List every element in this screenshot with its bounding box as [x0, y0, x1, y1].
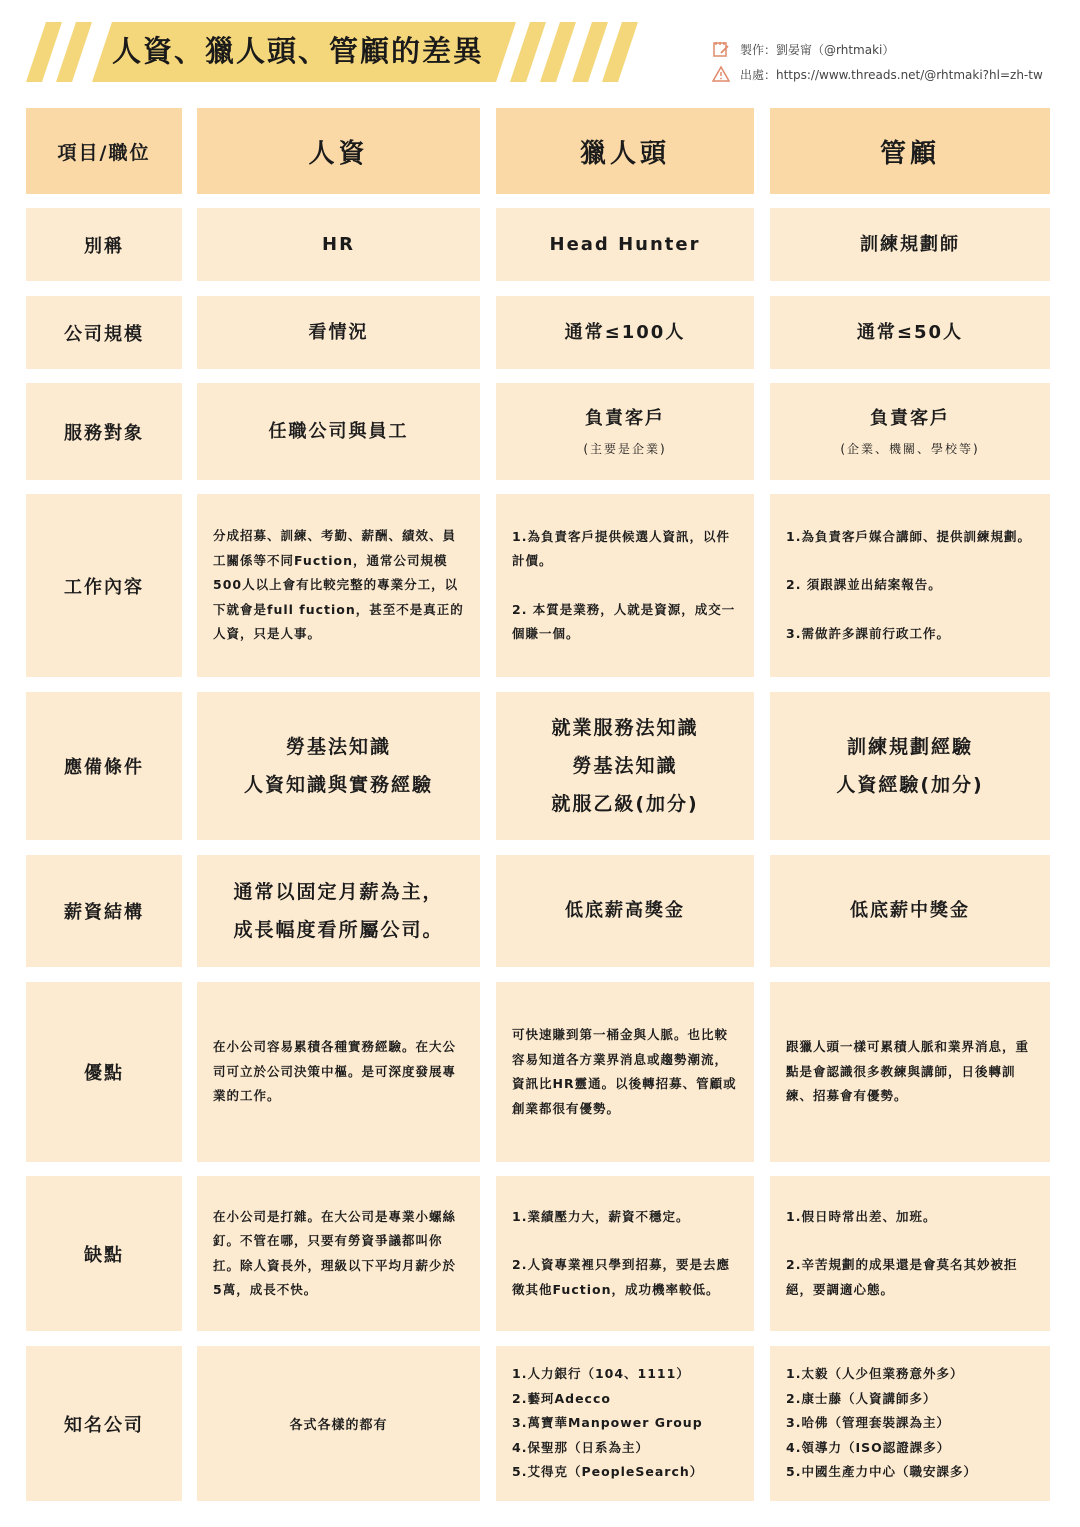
notepad-pencil-icon [712, 40, 730, 58]
row-label-cons: 缺點 [26, 1176, 182, 1331]
cell-size-consult: 通常≤50人 [770, 296, 1050, 369]
cell-pros-hunter [496, 982, 754, 1162]
header-headhunter: 獵人頭 [496, 108, 754, 194]
cell-cons-consult [770, 1176, 1050, 1331]
cell-size-hr: 看情況 [197, 296, 480, 369]
row-label-size: 公司規模 [26, 296, 182, 369]
cell-target-hunter [496, 383, 754, 480]
header-hr: 人資 [197, 108, 480, 194]
cell-req-consult [770, 692, 1050, 840]
target-consult-sub: (企業、機關、學校等) [840, 441, 980, 456]
req-consult-2: 人資經驗(加分) [836, 774, 984, 796]
cell-size-hunter: 通常≤100人 [496, 296, 754, 369]
cell-pros-hr [197, 982, 480, 1162]
row-label-salary: 薪資結構 [26, 855, 182, 967]
header-item: 項目/職位 [26, 108, 182, 194]
source-line [712, 65, 1043, 83]
cell-known-consult [770, 1346, 1050, 1501]
req-hunter-3: 就服乙級(加分) [551, 793, 699, 815]
cons-hr-text: 在小公司是打雜。在大公司是專業小螺絲釘。不管在哪，只要有勞資爭議都叫你扛。除人資長外，理級以下平均月薪少於5萬，成長不快。 [213, 1208, 457, 1297]
target-consult-main: 負責客戶 [870, 408, 950, 430]
known-hunter-5: 5.艾得克（PeopleSearch） [512, 1464, 704, 1480]
row-label-req: 應備條件 [26, 692, 182, 840]
cell-salary-hr [197, 855, 480, 967]
cons-consult-1: 1.假日時常出差、加班。 [786, 1208, 937, 1224]
known-hunter-3: 3.萬寶華Manpower Group [512, 1415, 703, 1431]
cell-work-hunter [496, 494, 754, 677]
row-label-target: 服務對象 [26, 383, 182, 480]
cell-target-hr: 任職公司與員工 [197, 383, 480, 480]
salary-hr-1: 通常以固定月薪為主， [233, 881, 444, 903]
known-consult-4: 4.領導力（ISO認證課多） [786, 1439, 951, 1455]
cell-salary-hunter: 低底薪高獎金 [496, 855, 754, 967]
source-link[interactable]: 出處：https://www.threads.net/@rhtmaki?hl=zh-tw [740, 67, 1043, 82]
work-hr-text: 分成招募、訓練、考勤、薪酬、績效、員工關係等不同Fuction，通常公司規模500人以上會有比較完整的專業分工，以下就會是full fuction，甚至不是真正的人資，只是人事。 [213, 528, 464, 642]
known-consult-1: 1.太毅（人少但業務意外多） [786, 1366, 964, 1382]
req-hunter-2: 勞基法知識 [572, 755, 678, 777]
pros-hunter-text: 可快速賺到第一桶金與人脈。也比較容易知道各方業界消息或趨勢潮流，資訊比HR靈通。以後轉招募、管顧或創業都很有優勢。 [512, 1027, 737, 1116]
work-hunter-1: 1.為負責客戶提供候選人資訊，以件計價。 [512, 528, 730, 568]
page-title: 人資、獵人頭、管顧的差異 [112, 34, 485, 68]
cons-consult-2: 2.辛苦規劃的成果還是會莫名其妙被拒絕，要調適心態。 [786, 1257, 1018, 1297]
known-consult-2: 2.康士藤（人資講師多） [786, 1390, 937, 1406]
cell-target-consult [770, 383, 1050, 480]
salary-hr-2: 成長幅度看所屬公司。 [233, 919, 444, 941]
work-consult-3: 3.需做許多課前行政工作。 [786, 625, 950, 641]
cell-req-hunter [496, 692, 754, 840]
warning-triangle-icon [712, 65, 730, 83]
known-hunter-1: 1.人力銀行（104、1111） [512, 1366, 690, 1382]
row-label-alias: 別稱 [26, 208, 182, 281]
pros-consult-text: 跟獵人頭一樣可累積人脈和業界消息，重點是會認識很多教練與講師，日後轉訓練、招募會有優勢。 [786, 1039, 1030, 1104]
pros-hr-text: 在小公司容易累積各種實務經驗。在大公司可立於公司決策中樞。是可深度發展專業的工作。 [213, 1039, 457, 1104]
cell-alias-hunter: Head Hunter [496, 208, 754, 281]
cell-salary-consult: 低底薪中獎金 [770, 855, 1050, 967]
cell-work-consult [770, 494, 1050, 677]
cell-alias-hr: HR [197, 208, 480, 281]
work-consult-2: 2. 須跟課並出結案報告。 [786, 577, 942, 593]
cell-alias-consult: 訓練規劃師 [770, 208, 1050, 281]
req-hr-2: 人資知識與實務經驗 [243, 774, 433, 796]
work-hunter-2: 2. 本質是業務，人就是資源，成交一個賺一個。 [512, 601, 736, 641]
row-label-work: 工作內容 [26, 494, 182, 677]
cell-known-hunter [496, 1346, 754, 1501]
cell-req-hr [197, 692, 480, 840]
row-label-pros: 優點 [26, 982, 182, 1162]
cons-hunter-1: 1.業績壓力大，薪資不穩定。 [512, 1208, 690, 1224]
author-text: 製作：劉晏甯（@rhtmaki） [740, 42, 895, 57]
req-hr-1: 勞基法知識 [285, 736, 391, 758]
cell-work-hr [197, 494, 480, 677]
cell-pros-consult [770, 982, 1050, 1162]
target-hunter-main: 負責客戶 [585, 408, 665, 430]
target-hunter-sub: (主要是企業) [583, 441, 667, 456]
cell-cons-hr [197, 1176, 480, 1331]
cons-hunter-2: 2.人資專業裡只學到招募，要是去應徵其他Fuction，成功機率較低。 [512, 1257, 730, 1297]
req-hunter-1: 就業服務法知識 [551, 717, 699, 739]
row-label-known: 知名公司 [26, 1346, 182, 1501]
work-consult-1: 1.為負責客戶媒合講師、提供訓練規劃。 [786, 528, 1031, 544]
cell-cons-hunter [496, 1176, 754, 1331]
known-hunter-4: 4.保聖那（日系為主） [512, 1439, 649, 1455]
known-consult-5: 5.中國生產力中心（職安課多） [786, 1464, 977, 1480]
cell-known-hr: 各式各樣的都有 [197, 1346, 480, 1501]
known-consult-3: 3.哈佛（管理套裝課為主） [786, 1415, 950, 1431]
author-line [712, 40, 894, 58]
header-consultant: 管顧 [770, 108, 1050, 194]
req-consult-1: 訓練規劃經驗 [846, 736, 973, 758]
known-hunter-2: 2.藝珂Adecco [512, 1390, 611, 1406]
